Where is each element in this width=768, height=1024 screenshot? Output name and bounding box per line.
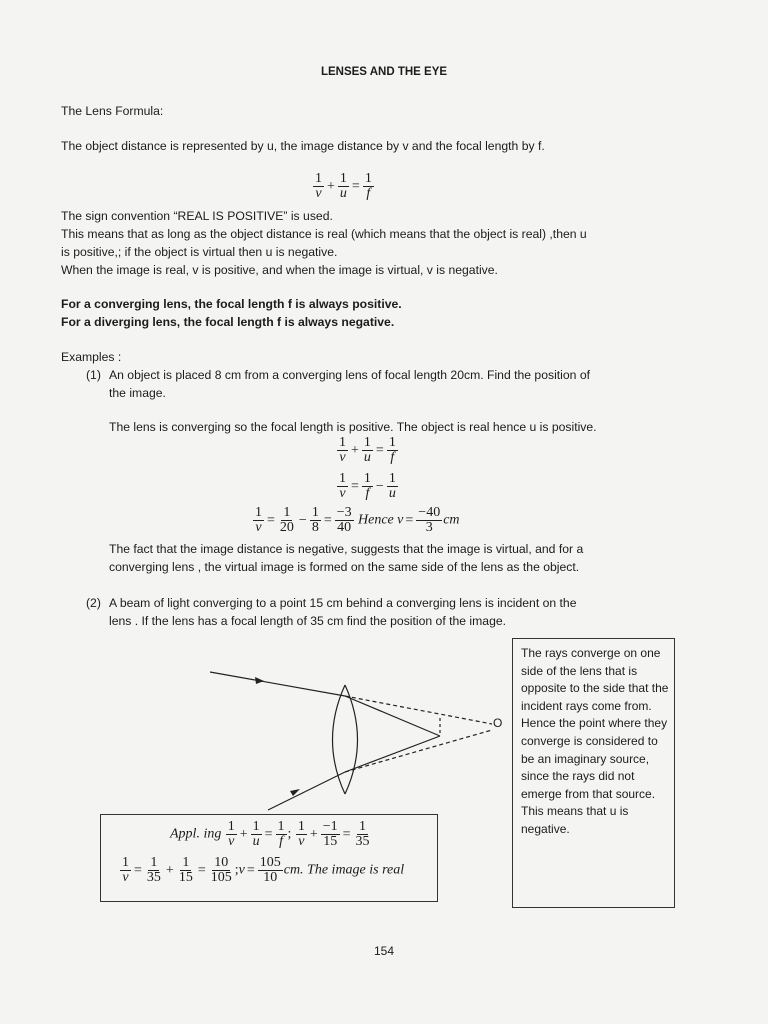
intro-text: The object distance is represented by u, the image distance by v and the focal length by f. [61,139,545,153]
side-note-text: The rays converge on one side of the lens that is opposite to the side that the incident rays come from. Hence the point where they converge is considered to be an imaginary source, since the rays did not emerge from that source. This means that u is negative. [521,646,669,836]
page-number: 154 [373,944,395,958]
examples-label: Examples : [61,350,122,364]
section-heading: The Lens Formula: [61,104,164,118]
virtual-ray-extension [345,696,492,724]
formula-term-v: $\frac{1}{v}$ [315,171,322,201]
example-1-conclusion: converging lens , the virtual image is formed on the same side of the lens as the object. [109,560,580,574]
refracted-ray-upper [345,696,440,736]
example-1-question: An object is placed 8 cm from a converging lens of focal length 20cm. Find the position of [109,368,590,382]
example-1-equation-2: $\frac{1}{v}$ = $\frac{1}{f}$ − $\frac{1}{u}$ [339,471,396,501]
sign-convention-line: The sign convention “REAL IS POSITIVE” is used. [61,209,333,223]
incident-ray-upper [210,672,345,696]
incident-ray-lower [268,772,345,810]
example-2-number: (2) [86,596,101,610]
example-2-question: lens . If the lens has a focal length of 35 cm find the position of the image. [109,614,507,628]
rule-diverging: For a diverging lens, the focal length f is always negative. [61,315,395,329]
example-1-reasoning: The lens is converging so the focal length is positive. The object is real hence u is positive. [109,420,597,434]
virtual-ray-extension [345,730,492,772]
example-1-equation-1: $\frac{1}{v}$ + $\frac{1}{u}$ = $\frac{1}{f}$ [339,435,396,465]
ray-diagram [200,660,510,820]
result-equation: $\frac{1}{v}$ = $\frac{1}{35}$ + $\frac{1}{15}$ = $\frac{10}{105}$ ;v = $\frac{105}{10}$ cm. The image is real [122,855,405,885]
example-1-number: (1) [86,368,101,382]
page-title: LENSES AND THE EYE [320,66,448,78]
lens-formula: $\frac{1}{v}$ + $\frac{1}{u}$ = $\frac{1}{f}$ [315,171,372,201]
example-1-question: the image. [109,386,166,400]
example-1-conclusion: The fact that the image distance is negative, suggests that the image is virtual, and for a [109,542,584,556]
rule-converging: For a converging lens, the focal length f is always positive. [61,297,402,311]
formula-term-u: $\frac{1}{u}$ [339,171,347,201]
sign-explanation-line: is positive,; if the object is virtual then u is negative. [61,245,338,259]
sign-explanation-line: This means that as long as the object distance is real (which means that the object is real) ,then u [61,227,587,241]
arrow-head [255,677,264,684]
applying-equation: Appl. ing $\frac{1}{v}$ + $\frac{1}{u}$ = $\frac{1}{f}$ ; $\frac{1}{v}$ + $\frac{-1}{15}$ = $\frac{1}{35}$ [170,819,370,849]
point-o-label: O [493,716,503,730]
formula-term-f: $\frac{1}{f}$ [364,171,372,201]
lens-outline [345,685,358,794]
example-1-equation-3: $\frac{1}{v}$ = $\frac{1}{20}$ − $\frac{1}{8}$ = $\frac{-3}{40}$ Hence v = $\frac{-40}{3}$ cm [255,505,460,535]
example-2-question: A beam of light converging to a point 15 cm behind a converging lens is incident on the [109,596,577,610]
sign-explanation-line: When the image is real, v is positive, and when the image is virtual, v is negative. [61,263,498,277]
refracted-ray-lower [345,736,440,772]
